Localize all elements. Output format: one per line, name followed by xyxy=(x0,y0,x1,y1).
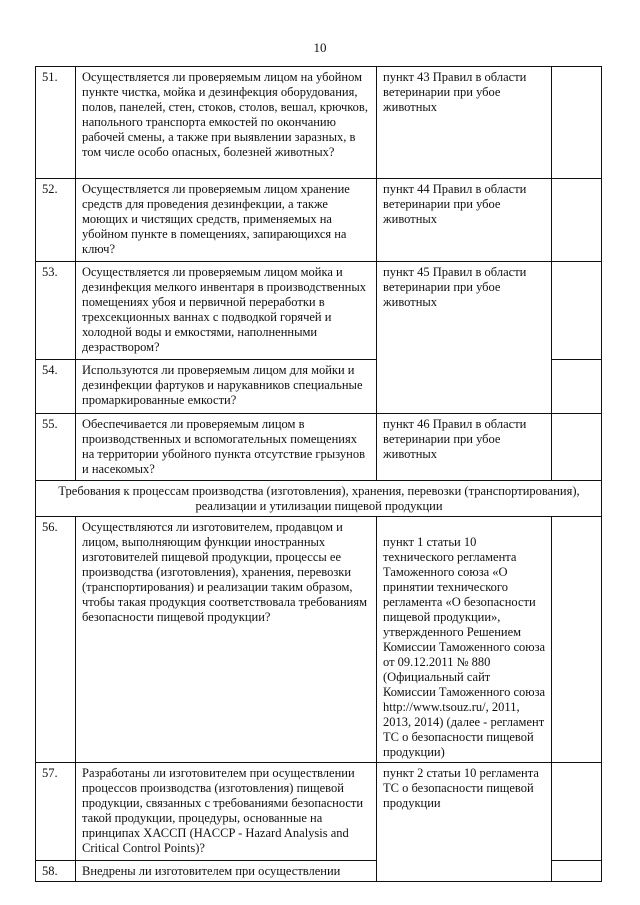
requirements-table xyxy=(35,66,602,882)
requirement-question: Разработаны ли изготовителем при осуществлении процессов производства (изготовления) пищевой продукции, связанных с требованиями безопасности такой продукции, процедуры, основанные на принципах ХАССП (HACCP - Hazard Analysis and Critical Control Points)? xyxy=(76,763,377,861)
row-number: 54. xyxy=(36,360,76,414)
answer-cell xyxy=(552,763,602,861)
row-number: 52. xyxy=(36,179,76,262)
legal-reference: пункт 45 Правил в области ветеринарии при убое животных xyxy=(377,262,552,414)
table-row xyxy=(36,414,602,481)
row-number: 56. xyxy=(36,517,76,763)
requirement-question: Внедрены ли изготовителем при осуществлении xyxy=(76,861,377,882)
table-row xyxy=(36,517,602,763)
requirement-question: Используются ли проверяемым лицом для мойки и дезинфекции фартуков и нарукавников специальные промаркированные емкости? xyxy=(76,360,377,414)
legal-reference: пункт 2 статьи 10 регламента ТС о безопасности пищевой продукции xyxy=(377,763,552,882)
legal-reference: пункт 1 статьи 10 технического регламента Таможенного союза «О принятии технического регламента «О безопасности пищевой продукции», утвержденного Решением Комиссии Таможенного союза от 09.12.2011 № 880 (Официальный сайт Комиссии Таможенного союза http://www.tsouz.ru/, 2011, 2013, 2014) (далее - регламент ТС о безопасности пищевой продукции) xyxy=(377,517,552,763)
answer-cell xyxy=(552,861,602,882)
answer-cell xyxy=(552,179,602,262)
requirement-question: Осуществляется ли проверяемым лицом на убойном пункте чистка, мойка и дезинфекция оборудования, полов, панелей, стен, стоков, столов, вешал, крючков, напольного транспорта емкостей по окончанию рабочей смены, а также при выявлении заразных, в том числе особо опасных, болезней животных? xyxy=(76,67,377,179)
row-number: 55. xyxy=(36,414,76,481)
requirement-question: Осуществляются ли изготовителем, продавцом и лицом, выполняющим функции иностранных изготовителей пищевой продукции, процессы ее производства (изготовления), хранения, перевозки (транспортирования) и реализации таким образом, чтобы такая продукция соответствовала требованиям безопасности пищевой продукции? xyxy=(76,517,377,763)
section-header-row xyxy=(36,481,602,517)
answer-cell xyxy=(552,517,602,763)
row-number: 51. xyxy=(36,67,76,179)
table-row xyxy=(36,179,602,262)
table-row xyxy=(36,763,602,861)
table-row xyxy=(36,67,602,179)
legal-reference: пункт 44 Правил в области ветеринарии при убое животных xyxy=(377,179,552,262)
legal-reference: пункт 43 Правил в области ветеринарии при убое животных xyxy=(377,67,552,179)
answer-cell xyxy=(552,262,602,360)
answer-cell xyxy=(552,67,602,179)
legal-reference: пункт 46 Правил в области ветеринарии при убое животных xyxy=(377,414,552,481)
answer-cell xyxy=(552,414,602,481)
row-number: 57. xyxy=(36,763,76,861)
row-number: 53. xyxy=(36,262,76,360)
page-number: 10 xyxy=(313,40,327,55)
requirement-question: Осуществляется ли проверяемым лицом мойка и дезинфекция мелкого инвентаря в производственных помещениях убоя и первичной переработки в трехсекционных ваннах с подводкой горячей и холодной воды и емкостями, наполненными дезраствором? xyxy=(76,262,377,360)
answer-cell xyxy=(552,360,602,414)
section-title: Требования к процессам производства (изготовления), хранения, перевозки (транспортирования), реализации и утилизации пищевой продукции xyxy=(36,481,602,517)
requirement-question: Обеспечивается ли проверяемым лицом в производственных и вспомогательных помещениях на территории убойного пункта отсутствие грызунов и насекомых? xyxy=(76,414,377,481)
requirement-question: Осуществляется ли проверяемым лицом хранение средств для проведения дезинфекции, а также моющих и чистящих средств, применяемых на убойном пункте в помещениях, запирающихся на ключ? xyxy=(76,179,377,262)
table-row xyxy=(36,262,602,360)
row-number: 58. xyxy=(36,861,76,882)
